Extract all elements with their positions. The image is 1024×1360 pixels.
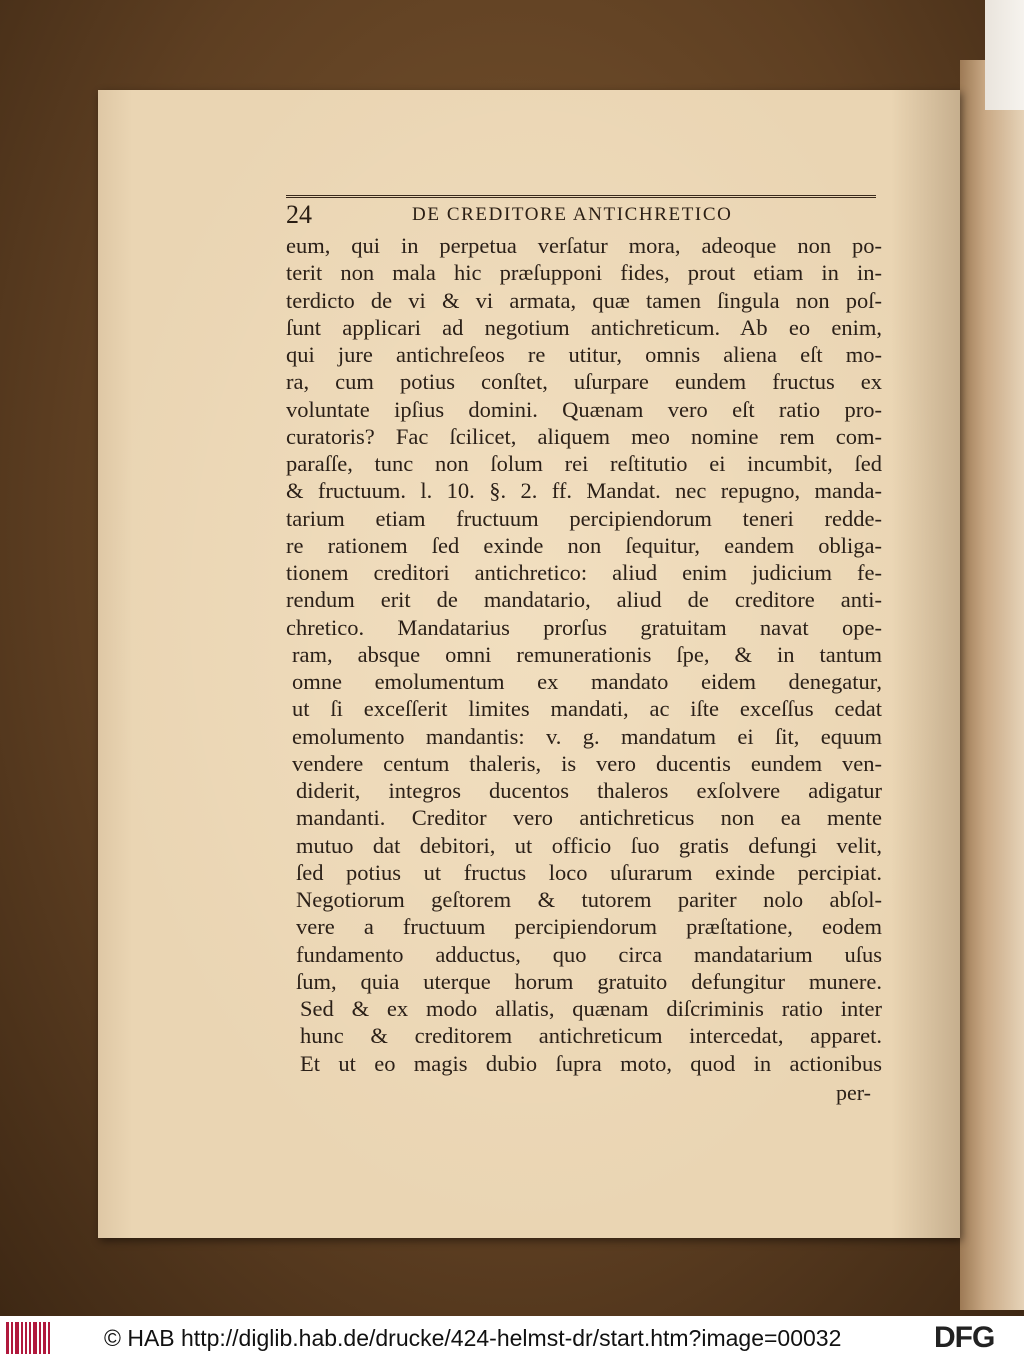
text-line: re rationem ſed exinde non ſequitur, eandem obliga- bbox=[286, 532, 882, 558]
text-line: ram, absque omni remunerationis ſpe, & in tantum bbox=[292, 641, 882, 667]
text-line: Negotiorum geſtorem & tutorem pariter nolo abſol- bbox=[296, 887, 882, 912]
footer-bar bbox=[0, 1316, 1024, 1360]
catchword: per- bbox=[836, 1080, 871, 1105]
right-page-top bbox=[985, 0, 1024, 110]
text-line: vere a fructuum percipiendorum præſtatione, eodem bbox=[296, 914, 882, 940]
header-title: DE CREDITORE ANTICHRETICO bbox=[412, 204, 733, 225]
text-line: voluntate ipſius domini. Quænam vero eſt ratio pro- bbox=[286, 396, 882, 422]
copyright-url-link[interactable]: © HAB http://diglib.hab.de/drucke/424-helmst-dr/start.htm?image=00032 bbox=[104, 1325, 842, 1351]
body-text bbox=[286, 232, 882, 1077]
dfg-logo: DFG bbox=[934, 1321, 995, 1354]
text-line: curatoris? Fac ſcilicet, aliquem meo nomine rem com- bbox=[286, 423, 882, 449]
text-line: mutuo dat debitori, ut officio ſuo gratis defungi velit, bbox=[296, 832, 882, 858]
text-line: Sed & ex modo allatis, quænam diſcriminis ratio inter bbox=[300, 996, 882, 1021]
text-line: ra, cum potius conſtet, uſurpare eundem fructus ex bbox=[286, 369, 882, 395]
text-line: chretico. Mandatarius prorſus gratuitam navat ope- bbox=[286, 614, 882, 640]
text-line: terit non mala hic præſupponi fides, prout etiam in in- bbox=[286, 260, 882, 286]
right-page-edge bbox=[960, 60, 1024, 1310]
text-line: rendum erit de mandatario, aliud de creditore anti- bbox=[286, 587, 882, 613]
text-line: & fructuum. l. 10. §. 2. ff. Mandat. nec repugno, manda- bbox=[286, 478, 882, 504]
text-line: tionem creditori antichretico: aliud enim judicium fe- bbox=[286, 560, 882, 585]
text-line: hunc & creditorem antichreticum intercedat, apparet. bbox=[300, 1023, 882, 1049]
text-line: ſunt applicari ad negotium antichreticum. Ab eo enim, bbox=[286, 314, 882, 340]
text-line: omne emolumentum ex mandato eidem denegatur, bbox=[292, 669, 882, 694]
barcode-icon bbox=[6, 1322, 50, 1354]
text-line: Et ut eo magis dubio ſupra moto, quod in actionibus bbox=[300, 1050, 882, 1076]
text-line: paraſſe, tunc non ſolum rei reſtitutio ei incumbit, ſed bbox=[286, 451, 882, 476]
text-line: eum, qui in perpetua verſatur mora, adeoque non po- bbox=[286, 233, 882, 258]
text-line: vendere centum thaleris, is vero ducentis eundem ven- bbox=[292, 750, 882, 776]
text-line: mandanti. Creditor vero antichreticus non ea mente bbox=[296, 805, 882, 831]
text-line: diderit, integros ducentos thaleros exſolvere adigatur bbox=[296, 778, 882, 803]
text-line: ſed potius ut fructus loco uſurarum exinde percipiat. bbox=[296, 859, 882, 885]
text-line: terdicto de vi & vi armata, quæ tamen ſingula non poſ- bbox=[286, 287, 882, 313]
text-line: ſum, quia uterque horum gratuito defungitur munere. bbox=[296, 968, 882, 994]
text-line: tarium etiam fructuum percipiendorum teneri redde- bbox=[286, 505, 882, 531]
text-line: fundamento adductus, quo circa mandatarium uſus bbox=[296, 941, 882, 967]
text-line: emolumento mandantis: v. g. mandatum ei ſit, equum bbox=[292, 723, 882, 749]
text-line: qui jure antichreſeos re utitur, omnis aliena eſt mo- bbox=[286, 342, 882, 367]
text-line: ut ſi exceſſerit limites mandati, ac iſte exceſſus cedat bbox=[292, 696, 882, 722]
page-number: 24 bbox=[286, 200, 312, 229]
running-head bbox=[286, 198, 876, 232]
